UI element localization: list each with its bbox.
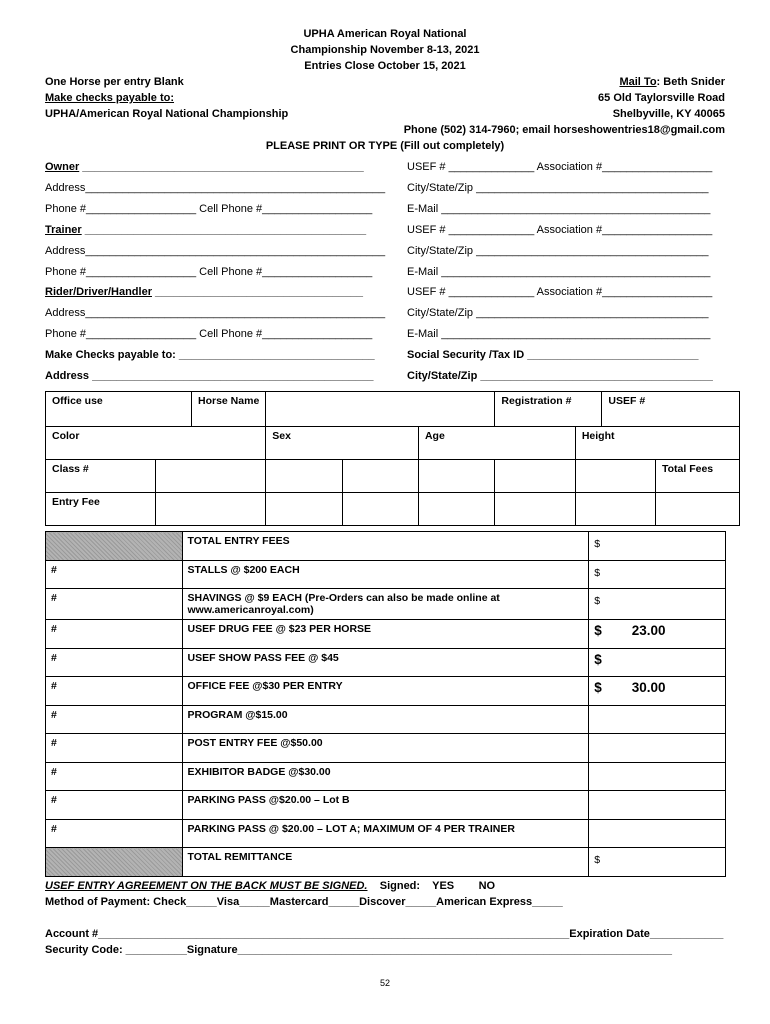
entry-note: One Horse per entry Blank bbox=[45, 76, 184, 88]
fee-amount-cell[interactable] bbox=[589, 677, 726, 706]
form-line-right[interactable]: City/State/Zip ______________________________________ bbox=[407, 245, 709, 257]
class-label: Class # bbox=[52, 463, 89, 475]
field-blank: __________________ Cell Phone #__________________ bbox=[85, 266, 373, 278]
dollar-sign: $ bbox=[594, 623, 602, 638]
fee-label: PARKING PASS @$20.00 – Lot B bbox=[187, 794, 350, 806]
field-label: Trainer bbox=[45, 224, 82, 236]
field-label: Address bbox=[45, 370, 90, 382]
fee-label: SHAVINGS @ $9 EACH (Pre-Orders can also be made online at bbox=[187, 592, 500, 604]
page-number: 52 bbox=[379, 978, 390, 988]
form-line-right[interactable]: USEF # ______________ Association #__________________ bbox=[407, 161, 713, 173]
form-line-left[interactable] bbox=[45, 245, 385, 257]
horse-name-label: Horse Name bbox=[198, 395, 260, 407]
fee-label: PROGRAM @$15.00 bbox=[187, 708, 288, 721]
class-field[interactable] bbox=[266, 460, 342, 493]
fee-row bbox=[46, 762, 726, 791]
yes-option[interactable]: YES bbox=[432, 880, 455, 892]
dollar-sign: $ bbox=[594, 595, 601, 607]
fee-row bbox=[46, 620, 726, 649]
fee-row bbox=[46, 705, 726, 734]
fees-table bbox=[45, 531, 726, 877]
field-label: Address bbox=[45, 245, 86, 257]
class-label-cell bbox=[46, 460, 156, 493]
form-line-left[interactable] bbox=[45, 307, 385, 319]
dollar-sign: $ bbox=[594, 680, 602, 695]
class-field[interactable] bbox=[575, 460, 655, 493]
mail-city: Shelbyville, KY 40065 bbox=[612, 108, 725, 120]
height-cell[interactable] bbox=[575, 427, 739, 460]
fee-quantity-cell bbox=[46, 848, 183, 877]
registration-cell bbox=[495, 392, 740, 427]
fee-label: TOTAL REMITTANCE bbox=[187, 851, 293, 863]
fee-label-cell bbox=[182, 532, 589, 561]
fee-amount-cell[interactable] bbox=[589, 705, 726, 734]
form-line-left[interactable] bbox=[45, 161, 364, 173]
field-label: Phone # bbox=[45, 266, 86, 278]
color-label: Color bbox=[52, 430, 80, 442]
entry-fee-field[interactable] bbox=[575, 493, 655, 526]
mail-contact: Phone (502) 314-7960; email horseshowentries18@gmail.com bbox=[403, 124, 725, 136]
fee-label-cell bbox=[182, 848, 589, 877]
form-line-right[interactable]: E-Mail ____________________________________________ bbox=[407, 203, 711, 215]
total-fees-cell[interactable] bbox=[655, 460, 739, 493]
fee-label: POST ENTRY FEE @$50.00 bbox=[187, 737, 323, 749]
fee-row bbox=[46, 734, 726, 763]
field-blank: _________________________________________________ bbox=[85, 245, 386, 257]
entry-fee-field[interactable] bbox=[342, 493, 418, 526]
mail-to-label: Mail To bbox=[619, 76, 657, 88]
field-label: Phone # bbox=[45, 328, 86, 340]
field-label: Owner bbox=[45, 161, 80, 173]
entry-fee-label: Entry Fee bbox=[52, 496, 100, 508]
form-line-right[interactable]: City/State/Zip ______________________________________ bbox=[407, 370, 713, 382]
form-line-right[interactable]: Social Security /Tax ID ____________________________ bbox=[407, 349, 699, 361]
entry-fee-field[interactable] bbox=[495, 493, 575, 526]
fee-label: USEF SHOW PASS FEE @ $45 bbox=[187, 651, 339, 664]
dollar-sign: $ bbox=[594, 854, 601, 866]
print-instruction: PLEASE PRINT OR TYPE (Fill out completely) bbox=[265, 140, 505, 152]
fee-row bbox=[46, 560, 726, 589]
sex-label: Sex bbox=[272, 430, 291, 442]
form-line-right[interactable]: City/State/Zip ______________________________________ bbox=[407, 182, 709, 194]
height-label: Height bbox=[581, 430, 615, 442]
fee-label-cell bbox=[182, 677, 589, 706]
form-line-right[interactable]: City/State/Zip ______________________________________ bbox=[407, 307, 709, 319]
fee-row bbox=[46, 532, 726, 561]
total-fees-label: Total Fees bbox=[661, 463, 714, 475]
field-blank: ______________________________________________ bbox=[89, 370, 374, 382]
fee-amount-cell[interactable] bbox=[589, 848, 726, 877]
fee-label-cell bbox=[182, 648, 589, 677]
field-blank: __________________________________ bbox=[151, 286, 364, 298]
fee-quantity-cell[interactable]: # bbox=[46, 705, 183, 734]
fee-row bbox=[46, 677, 726, 706]
color-cell[interactable] bbox=[46, 427, 266, 460]
fee-row bbox=[46, 589, 726, 620]
fee-quantity-cell[interactable]: # bbox=[46, 620, 183, 649]
mail-to bbox=[619, 76, 725, 88]
form-line-right[interactable]: USEF # ______________ Association #__________________ bbox=[407, 224, 713, 236]
payment-method-line[interactable]: Method of Payment: Check_____Visa_____Mastercard_____Discover_____American Express_____ bbox=[45, 896, 563, 908]
mail-street: 65 Old Taylorsville Road bbox=[598, 92, 725, 104]
field-label: Make Checks payable to: bbox=[45, 349, 176, 361]
agreement-line bbox=[45, 880, 495, 892]
header-line-2: Championship November 8-13, 2021 bbox=[290, 44, 480, 56]
header-line-1: UPHA American Royal National bbox=[303, 28, 467, 40]
field-blank: ________________________________ bbox=[175, 349, 375, 361]
form-line-left[interactable] bbox=[45, 349, 375, 361]
office-use-cell bbox=[46, 392, 266, 427]
form-line-left[interactable] bbox=[45, 203, 372, 215]
entry-fee-field[interactable] bbox=[156, 493, 266, 526]
agreement-text: USEF ENTRY AGREEMENT ON THE BACK MUST BE SIGNED. bbox=[45, 880, 368, 892]
entry-fee-field[interactable] bbox=[655, 493, 739, 526]
fee-amount-cell[interactable] bbox=[589, 620, 726, 649]
form-line-right[interactable]: E-Mail ____________________________________________ bbox=[407, 328, 711, 340]
fee-amount-value: 30.00 bbox=[631, 680, 666, 695]
form-line-left[interactable] bbox=[45, 370, 374, 382]
form-line-left[interactable] bbox=[45, 328, 372, 340]
fee-label: TOTAL ENTRY FEES bbox=[187, 535, 290, 547]
signed-label: Signed: bbox=[379, 880, 421, 892]
fee-label-cell bbox=[182, 791, 589, 820]
fee-quantity-cell bbox=[46, 532, 183, 561]
field-label: Phone # bbox=[45, 203, 86, 215]
fee-amount-cell[interactable] bbox=[589, 648, 726, 677]
horse-name-field[interactable] bbox=[266, 392, 495, 427]
fee-row bbox=[46, 819, 726, 848]
fee-quantity-cell[interactable]: # bbox=[46, 648, 183, 677]
form-line-right[interactable]: USEF # ______________ Association #__________________ bbox=[407, 286, 713, 298]
fee-label: EXHIBITOR BADGE @$30.00 bbox=[187, 765, 331, 778]
fee-label: USEF DRUG FEE @ $23 PER HORSE bbox=[187, 623, 372, 635]
field-blank: __________________ Cell Phone #__________________ bbox=[85, 203, 373, 215]
dollar-sign: $ bbox=[594, 566, 601, 579]
fee-label-cell bbox=[182, 819, 589, 848]
fee-label: STALLS @ $200 EACH bbox=[187, 563, 300, 576]
office-use-label: Office use bbox=[46, 392, 192, 426]
horse-info-table bbox=[45, 391, 740, 526]
fee-quantity-cell[interactable]: # bbox=[46, 560, 183, 589]
class-field[interactable] bbox=[418, 460, 494, 493]
fee-amount-cell[interactable] bbox=[589, 560, 726, 589]
fee-quantity-cell[interactable]: # bbox=[46, 819, 183, 848]
fee-amount-cell[interactable] bbox=[589, 819, 726, 848]
fee-amount-cell[interactable] bbox=[589, 762, 726, 791]
class-field[interactable] bbox=[495, 460, 575, 493]
payee-name: UPHA/American Royal National Championship bbox=[45, 108, 289, 120]
registration-label: Registration # bbox=[495, 392, 602, 426]
field-blank: ______________________________________________ bbox=[79, 161, 364, 173]
fee-quantity-cell[interactable]: # bbox=[46, 677, 183, 706]
fee-label-cell bbox=[182, 620, 589, 649]
fee-quantity-cell[interactable]: # bbox=[46, 762, 183, 791]
no-option[interactable]: NO bbox=[478, 880, 496, 892]
fee-quantity-cell[interactable]: # bbox=[46, 791, 183, 820]
form-line-left[interactable] bbox=[45, 286, 363, 298]
entry-fee-label-cell bbox=[46, 493, 156, 526]
security-signature-line[interactable]: Security Code: __________Signature_______________________________________________________________________ bbox=[45, 944, 672, 956]
fee-label-continued: www.americanroyal.com) bbox=[187, 604, 314, 616]
dollar-sign: $ bbox=[594, 651, 602, 667]
fee-amount-value: 23.00 bbox=[631, 623, 666, 638]
form-line-right[interactable]: E-Mail ____________________________________________ bbox=[407, 266, 711, 278]
form-line-left[interactable] bbox=[45, 224, 366, 236]
account-line[interactable]: Account #_____________________________________________________________________________Expiration Date____________ bbox=[45, 928, 724, 940]
field-label: Address bbox=[45, 307, 86, 319]
header-line-3: Entries Close October 15, 2021 bbox=[304, 60, 466, 72]
class-field[interactable] bbox=[156, 460, 266, 493]
dollar-sign: $ bbox=[594, 538, 601, 550]
fee-label-cell bbox=[182, 589, 589, 620]
fee-label-cell bbox=[182, 734, 589, 763]
fee-label: OFFICE FEE @$30 PER ENTRY bbox=[187, 680, 343, 692]
fee-amount-cell[interactable] bbox=[589, 532, 726, 561]
class-field[interactable] bbox=[342, 460, 418, 493]
fee-row bbox=[46, 848, 726, 877]
age-label: Age bbox=[424, 430, 445, 442]
field-blank: _________________________________________________ bbox=[85, 307, 386, 319]
usef-label: USEF # bbox=[608, 395, 646, 407]
fee-label-cell bbox=[182, 705, 589, 734]
fee-label-cell bbox=[182, 560, 589, 589]
form-line-left[interactable] bbox=[45, 182, 385, 194]
field-blank: ______________________________________________ bbox=[81, 224, 367, 236]
fee-amount-cell[interactable] bbox=[589, 734, 726, 763]
checks-payable-label: Make checks payable to: bbox=[45, 92, 175, 104]
field-blank: __________________ Cell Phone #__________________ bbox=[85, 328, 373, 340]
entry-fee-field[interactable] bbox=[418, 493, 494, 526]
field-label: Rider/Driver/Handler bbox=[45, 286, 152, 298]
sex-cell[interactable] bbox=[266, 427, 419, 460]
entry-fee-field[interactable] bbox=[266, 493, 342, 526]
field-blank: _________________________________________________ bbox=[85, 182, 386, 194]
fee-label: PARKING PASS @ $20.00 – LOT A; MAXIMUM OF 4 PER TRAINER bbox=[187, 822, 515, 835]
age-cell[interactable] bbox=[418, 427, 575, 460]
field-label: Address bbox=[45, 182, 86, 194]
fee-row bbox=[46, 648, 726, 677]
fee-quantity-cell[interactable]: # bbox=[46, 589, 183, 620]
fee-quantity-cell[interactable]: # bbox=[46, 734, 183, 763]
form-line-left[interactable] bbox=[45, 266, 372, 278]
fee-row bbox=[46, 791, 726, 820]
fee-amount-cell[interactable] bbox=[589, 589, 726, 620]
mail-to-name: : Beth Snider bbox=[656, 76, 725, 88]
fee-label-cell bbox=[182, 762, 589, 791]
fee-amount-cell[interactable] bbox=[589, 791, 726, 820]
